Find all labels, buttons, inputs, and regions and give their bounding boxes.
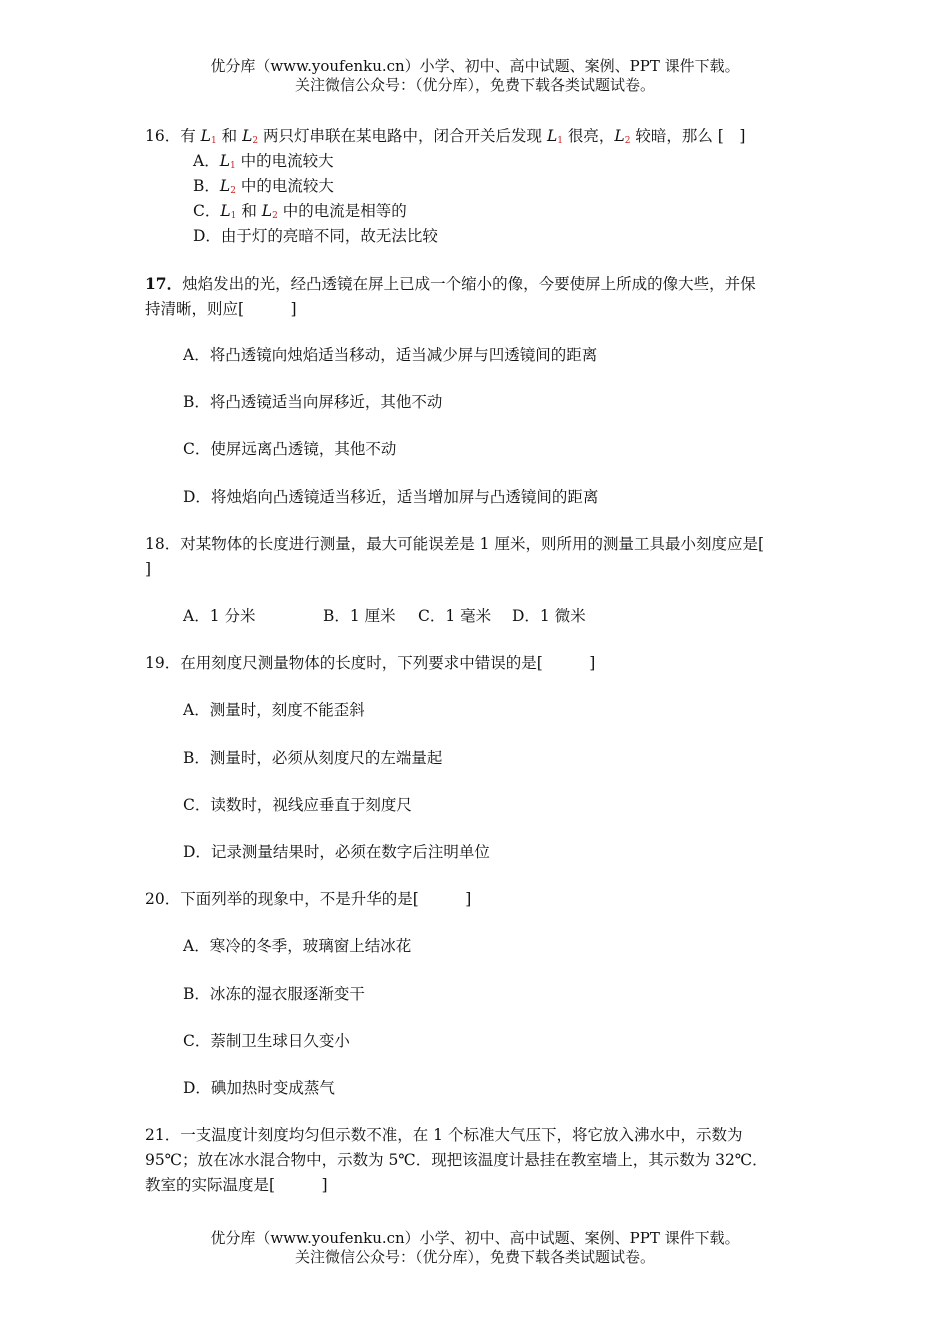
page-header (0, 57, 950, 95)
question-20-option-a: A．寒冷的冬季，玻璃窗上结冰花 (183, 937, 412, 955)
question-17-option-d: D．将烛焰向凸透镜适当移近，适当增加屏与凸透镜间的距离 (183, 488, 599, 506)
question-20-option-c: C．萘制卫生球日久变小 (183, 1032, 350, 1050)
question-18-option-b: B．1 厘米 (323, 607, 396, 625)
footer-line-2: 关注微信公众号：（优分库），免费下载各类试题试卷。 (294, 1248, 655, 1266)
header-line-1: 优分库（www.youfenku.cn）小学、初中、高中试题、案例、PPT 课件下载。 (210, 57, 740, 75)
footer-line-1: 优分库（www.youfenku.cn）小学、初中、高中试题、案例、PPT 课件下载。 (210, 1229, 740, 1247)
question-19-option-c: C．读数时，视线应垂直于刻度尺 (183, 796, 412, 814)
question-19-option-d: D．记录测量结果时，必须在数字后注明单位 (183, 843, 490, 861)
question-17-option-c: C．使屏远离凸透镜，其他不动 (183, 440, 397, 458)
question-19-option-b: B．测量时，必须从刻度尺的左端量起 (183, 749, 443, 767)
question-20-option-d: D．碘加热时变成蒸气 (183, 1079, 335, 1097)
question-21-stem: 21．一支温度计刻度均匀但示数不准，在 1 个标准大气压下，将它放入沸水中，示数为 95℃；放在冰水混合物中，示数为 5℃．现把该温度计悬挂在教室墙上，其示数为 32℃． 教室的实际温度是[ ] (145, 1126, 768, 1194)
question-17-option-a: A．将凸透镜向烛焰适当移动，适当减少屏与凹透镜间的距离 (183, 346, 598, 364)
question-16-option-d: D．由于灯的亮暗不同，故无法比较 (193, 227, 438, 245)
question-16-option-a: A．$L_1$ 中的电流较大 (193, 152, 334, 171)
question-16-stem: 16．有 $L_1$ 和 $L_2$ 两只灯串联在某电路中，闭合开关后发现 $L_1$ 很亮，$L_2$ 较暗，那么 [ ] (145, 127, 746, 146)
question-16-option-c: C．$L_1$ 和 $L_2$ 中的电流是相等的 (193, 202, 407, 221)
question-16-option-b: B．$L_2$ 中的电流较大 (193, 177, 334, 196)
page-footer (0, 1229, 950, 1267)
question-17-stem: 17．烛焰发出的光，经凸透镜在屏上已成一个缩小的像，今要使屏上所成的像大些，并保 持清晰，则应[ ] (145, 274, 756, 318)
header-line-2: 关注微信公众号：（优分库），免费下载各类试题试卷。 (294, 76, 655, 94)
question-18-stem: 18．对某物体的长度进行测量，最大可能误差是 1 厘米，则所用的测量工具最小刻度应是[ ] (145, 535, 764, 578)
question-20-stem: 20．下面列举的现象中，不是升华的是[ ] (145, 890, 472, 908)
question-18-option-d: D．1 微米 (512, 607, 586, 625)
question-18-options (183, 604, 586, 629)
question-18-option-c: C．1 毫米 (418, 607, 492, 625)
question-19-stem: 19．在用刻度尺测量物体的长度时，下列要求中错误的是[ ] (145, 654, 596, 672)
question-19-option-a: A．测量时，刻度不能歪斜 (183, 701, 365, 719)
question-17-option-b: B．将凸透镜适当向屏移近，其他不动 (183, 393, 443, 411)
question-18-option-a: A．1 分米 (183, 607, 256, 625)
question-20-option-b: B．冰冻的湿衣服逐渐变干 (183, 985, 365, 1003)
